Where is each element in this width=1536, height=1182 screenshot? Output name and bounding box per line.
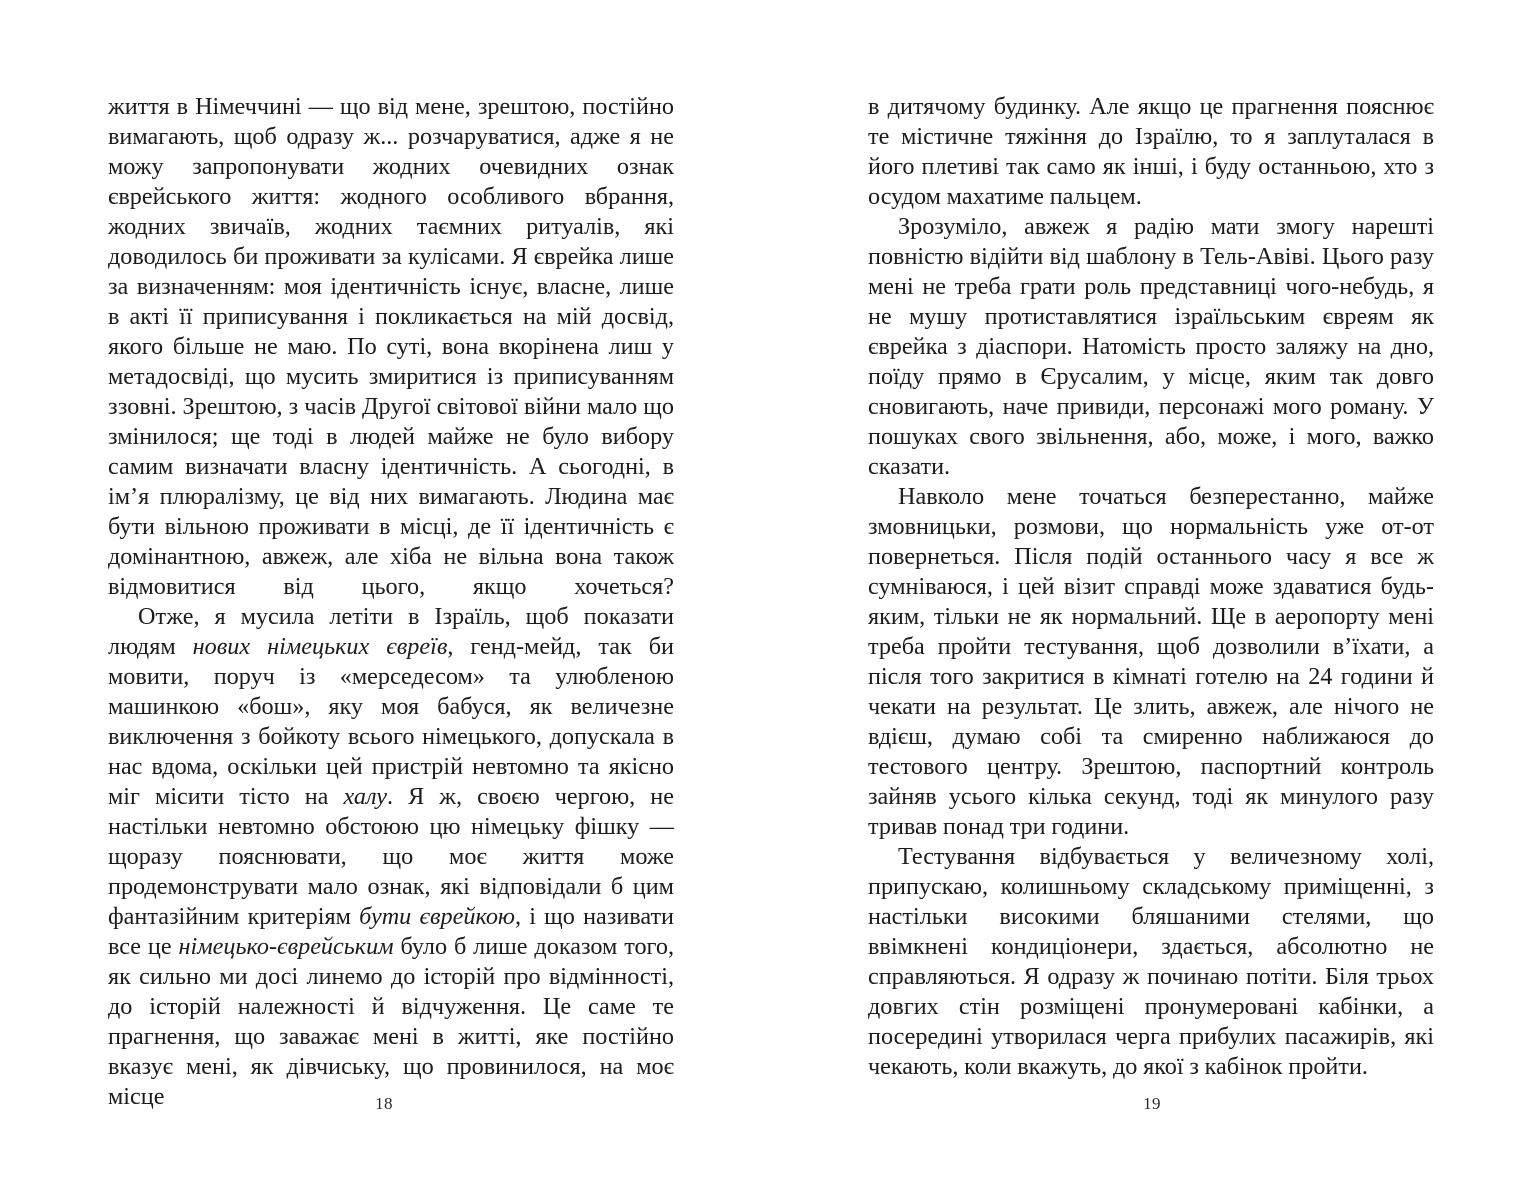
run-roman: . Я ж, своєю чергою, не настільки невтомно обстоюю цю німецьку фішку — щоразу пояснювати, що моє життя може продемонструвати мало ознак, які відповідали б цим фантазійним критеріям — [108, 783, 674, 930]
run-roman: , і що називати все це — [108, 903, 674, 960]
page-right — [768, 0, 1536, 1182]
run-italic-be-jewish-woman: бути єврейкою — [359, 903, 515, 930]
page-number: 19 — [1143, 1094, 1161, 1113]
folio-right — [768, 1093, 1536, 1115]
paragraph-continued: життя в Німеччині — що від мене, зрештою, постійно вимагають, щоб одразу ж... розчаруватися, адже я не можу запропонувати жодних очевидних ознак єврейського життя: жодного особливого вбрання, жодних звичаїв, жодних таємних ритуалів, які доводилось би проживати за кулісами. Я єврейка лише за визначенням: моя ідентичність існує, власне, лише в акті її приписування і покликається на мій досвід, якого більше не маю. По суті, вона вкорінена лиш у метадосвіді, що мусить змиритися із приписуванням ззовні. Зрештою, з часів Другої світової війни мало що змінилося; ще тоді в людей майже не було вибору самим визначати власну ідентичність. А сьогодні, в ім’я плюралізму, це від них вимагають. Людина має бути вільною проживати в місці, де її ідентичність є домінантною, авжеж, але хіба не вільна вона також відмовитися від цього, якщо хочеться? — [108, 93, 674, 600]
run-roman: , генд-мейд, так би мовити, поруч із «мерседесом» та улюбленою машинкою «бош», яку моя бабуся, як величезне виключення з бойкоту всього німецького, допускала в нас вдома, оскільки цей пристрій невтомно та якісно міг місити тісто на — [108, 633, 674, 810]
paragraph-with-italics — [108, 602, 674, 1112]
run-italic-new-german-jews: нових німецьких євреїв — [192, 633, 448, 660]
text-column-right — [868, 92, 1434, 1082]
text-column-left — [108, 92, 674, 1112]
run-italic-challah: халу — [343, 783, 387, 810]
run-italic-german-jewish: німецько-єврейським — [178, 933, 394, 960]
paragraph-continued: в дитячому будинку. Але якщо це прагнення пояснює те містичне тяжіння до Ізраїлю, то я заплуталася в його плетиві так само як інші, і буду останньою, хто з осудом махатиме пальцем. — [868, 93, 1434, 210]
run-roman: Отже, я мусила летіти в Ізраїль, щоб показати людям — [108, 603, 674, 660]
paragraph: Тестування відбувається у величезному холі, припускаю, колишньому складському приміщенні, з настільки високими бляшаними стелями, що ввімкнені кондиціонери, здається, абсолютно не справляються. Я одразу ж починаю потіти. Біля трьох довгих стін розміщені пронумеровані кабінки, а посередині утворилася черга прибулих пасажирів, які чекають, коли вкажуть, до якої з кабінок пройти. — [868, 843, 1434, 1080]
page-number: 18 — [375, 1094, 393, 1113]
paragraph: Зрозуміло, авжеж я радію мати змогу нарешті повністю відійти від шаблону в Тель-Авіві. Цього разу мені не треба грати роль представниці чого-небудь, я не мушу протиставлятися ізраїльським євреям як єврейка з діаспори. Натомість просто заляжу на дно, поїду прямо в Єрусалим, у місце, яким так довго сновигають, наче привиди, персонажі мого роману. У пошуках свого звільнення, або, може, і мого, важко сказати. — [868, 213, 1434, 480]
paragraph: Навколо мене точаться безперестанно, майже змовницьки, розмови, що нормальність уже от-от повернеться. Після подій останнього часу я все ж сумніваюся, і цей візит справді може здаватися будь-яким, тільки не як нормальний. Ще в аеропорту мені треба пройти тестування, щоб дозволили в’їхати, а після того закритися в кімнаті готелю на 24 години й чекати на результат. Це злить, авжеж, але нічого не вдієш, думаю собі та смиренно наближаюся до тестового центру. Зрештою, паспортний контроль зайняв усього кілька секунд, тоді як минулого разу тривав понад три години. — [868, 483, 1434, 840]
folio-left — [0, 1093, 768, 1115]
run-roman: було б лише доказом того, як сильно ми досі линемо до історій про відмінності, до історій належності й відчуження. Це саме те прагнення, що заважає мені в житті, яке постійно вказує мені, як дівчиську, що провинилося, на моє місце — [108, 933, 675, 1110]
